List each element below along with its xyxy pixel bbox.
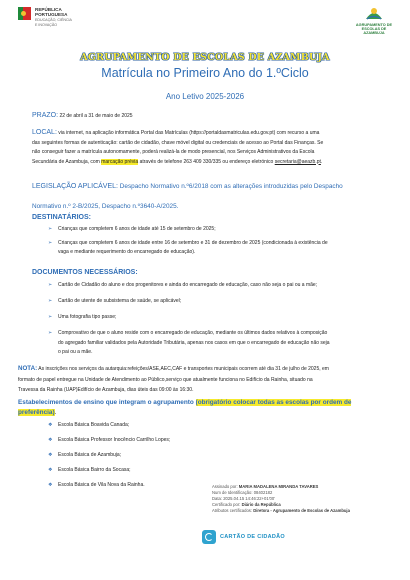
local-line4b: através de telefone 263 409 330/335 ou endereço eletrónico <box>138 158 275 165</box>
signature-date: 2025.04.15 14:46:22+01'00' <box>223 496 275 501</box>
gov-logo-line2: PORTUGUESA <box>35 12 68 17</box>
nota-line2: formato de papel entregue na Unidade de Atendimento ao Público,serviço que atualmente funciona no Edifício da Rainha, situado na <box>18 376 313 383</box>
legislacao-label: LEGISLAÇÃO APLICÁVEL: <box>32 183 118 190</box>
documentos-item-4b: do agregado familiar validados pela Autoridade Tributária, apenas nos casos em que o encarregado de educação não seja <box>58 340 330 346</box>
local-label: LOCAL: <box>32 129 57 136</box>
school-item-5: ❖ Escola Básica de Vila Nova da Rainha. <box>58 481 145 490</box>
school-year: Ano Letivo 2025-2026 <box>165 92 245 101</box>
documentos-item-1: ➢ Cartão de Cidadão do aluno e dos progenitores e ainda do encarregado de educação, caso não seja o pai ou a mãe; <box>58 281 317 290</box>
estabelecimentos-label: Estabelecimentos de ensino que integram o agrupamento <box>18 399 196 406</box>
cartao-cidadao-text: CARTÃO DE CIDADÃO <box>220 534 285 540</box>
digital-signature-stamp: Assinado por: MARIA MADALENA MIRANDA TAVARES Num de Identificação: 08402182 Data: 2025.04.15 14:46:22+01'00' Certificado por: Diário da República Atributos certificados: Diretora - Agrupamento de Escolas de Azambuja <box>212 484 350 513</box>
documentos-item-4c: o pai ou a mãe. <box>58 349 93 355</box>
legislacao-line1: Despacho Normativo n.º6/2018 com as alterações introduzidas pelo Despacho <box>118 183 343 190</box>
signer-id: 08402182 <box>253 490 273 495</box>
certifier: Diário da República <box>241 502 281 507</box>
signer-name: MARIA MADALENA MIRANDA TAVARES <box>238 484 319 489</box>
prazo-text: 22 de abril a 31 de maio de 2025 <box>59 113 133 119</box>
local-line2: das seguintes formas de autenticação: cartão de cidadão, chave móvel digital ou credenciais de acesso ao Portal das Finanças. Se <box>32 139 324 146</box>
document-header <box>0 0 410 40</box>
school-emblem-icon <box>365 5 383 21</box>
gov-logo-sub1: EDUCAÇÃO, CIÊNCIA <box>35 18 72 22</box>
portugal-flag-icon <box>18 7 31 20</box>
gov-logo-sub2: E INOVAÇÃO <box>35 23 58 27</box>
documentos-item-4-continued <box>58 339 330 357</box>
school-logo-caption: AGRUPAMENTO DE ESCOLAS DE AZAMBUJA <box>355 23 393 35</box>
secretaria-email-link[interactable]: secretaria@aeazb.pt <box>274 158 321 165</box>
destinatarios-section <box>32 213 91 224</box>
destinatarios-item-1: ➢ Crianças que completem 6 anos de idade até 15 de setembro de 2025; <box>58 225 216 234</box>
nota-line1: As inscrições nos serviços da autarquia:refeições/ASE,AEC,CAF e transportes municipais ocorrem até dia 31 de julho de 2025, em <box>37 366 329 372</box>
page-subtitle: Matrícula no Primeiro Ano do 1.ºCiclo <box>101 66 309 80</box>
obrigatorio-highlight-1: (obrigatório colocar todas as escolas por ordem de <box>195 399 352 406</box>
local-section: LOCAL: via internet, na aplicação informática Portal das Matrículas (https://portaldasmatriculas.edu.gov.pt) com recurso a uma das seguintes formas de autenticação: cartão de cidadão, chave móvel digital ou credenciais de acesso ao Portal das Finanças. Se não conseguir fazer a matrícula autonomamente, poderá realizá-la de modo presencial, nos Serviços Administrativos da Escola Secundária de Azambuja, com marcação prévia através de telefone 263 409 330/335 ou endereço eletrónico secretaria@aeazb.pt. <box>32 129 324 165</box>
estabelecimentos-section: Estabelecimentos de ensino que integram o agrupamento (obrigatório colocar todas as escolas por ordem de preferência). <box>18 399 352 416</box>
school-item-1: ❖ Escola Básica Boavida Canada; <box>58 421 129 430</box>
documentos-item-2: ➢ Cartão de utente de subsistema de saúde, se aplicável; <box>58 297 181 306</box>
destinatarios-item-2a: ➢ Crianças que completem 6 anos de idade entre 16 de setembro e 31 de dezembro de 2025 (condicionada à existência de <box>58 239 328 248</box>
local-line3: não conseguir fazer a matrícula autonomamente, poderá realizá-la de modo presencial, nos Serviços Administrativos da Escola <box>32 149 315 155</box>
nota-label: NOTA: <box>18 365 38 372</box>
republica-portuguesa-logo <box>18 7 72 27</box>
nota-line3: Travessa da Rainha (UAP)Edifício de Azambuja, dias úteis das 09:00 às 16:30. <box>18 387 194 393</box>
destinatarios-label: DESTINATÁRIOS: <box>32 214 91 221</box>
school-item-2: ❖ Escola Básica Professor Inocêncio Carrilho Lopes; <box>58 436 170 445</box>
cartao-cidadao-logo <box>202 530 285 544</box>
school-item-4: ❖ Escola Básica Bairro da Socasa; <box>58 466 131 475</box>
cartao-cidadao-icon <box>202 530 216 544</box>
documentos-section <box>32 268 138 279</box>
gov-logo-line1: REPÚBLICA <box>35 7 62 12</box>
local-line4a: Secundária de Azambuja, com <box>32 158 102 165</box>
legislacao-section <box>32 181 343 212</box>
nota-section <box>18 364 329 396</box>
obrigatorio-highlight-2: preferência) <box>18 408 55 416</box>
documentos-label: DOCUMENTOS NECESSÁRIOS: <box>32 269 138 276</box>
local-line1: via internet, na aplicação informática Portal das Matrículas (https://portaldasmatriculas.edu.gov.pt) com recurso a uma <box>58 130 320 136</box>
documentos-item-4a: ➢ Comprovativo de que o aluno reside com o encarregado de educação, mediante os últimos dados relativos à composição <box>58 329 327 338</box>
documentos-item-3: ➢ Uma fotografia tipo passe; <box>58 313 116 322</box>
legislacao-line2: Normativo n.º 2-B/2025, Despacho n.º3640-A/2025. <box>32 202 179 210</box>
destinatarios-item-2b: vaga e mediante requerimento do encarregado de educação). <box>58 249 196 255</box>
certified-attributes: Diretora - Agrupamento de Escolas de Azambuja <box>253 508 350 513</box>
page-title: AGRUPAMENTO DE ESCOLAS DE AZAMBUJA <box>80 52 330 63</box>
school-item-3: ❖ Escola Básica de Azambuja; <box>58 451 121 460</box>
prazo-section <box>32 111 133 122</box>
school-logo <box>354 5 394 35</box>
marcacao-previa-highlight: marcação prévia <box>101 158 139 165</box>
prazo-label: PRAZO: <box>32 112 59 119</box>
